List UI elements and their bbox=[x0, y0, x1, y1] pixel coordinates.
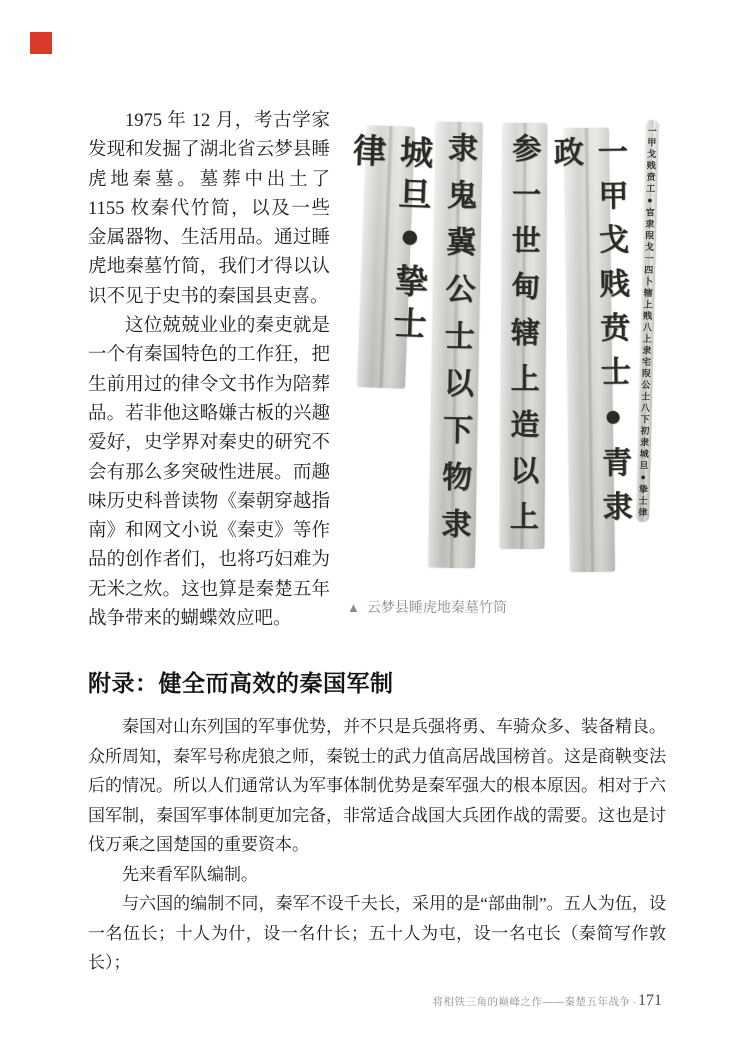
page-footer bbox=[433, 992, 663, 1010]
slip-1-calligraphy: 城旦●挚士律 bbox=[347, 132, 432, 349]
bamboo-slip-3 bbox=[500, 123, 548, 549]
slip-2-calligraphy: 隶鬼冀公士以下物隶 bbox=[435, 131, 477, 556]
caption-triangle-icon: ▲ bbox=[347, 599, 360, 615]
appendix-paragraph-lead-in: 先来看军队编制。 bbox=[122, 864, 258, 884]
appendix-paragraph-buqu-system: 与六国的编制不同，秦军不设千夫长，采用的是“部曲制”。五人为伍，设一名伍长；十人为什，设一名什长；五十人为屯，设一名屯长（秦简写作敦长）； bbox=[88, 894, 666, 972]
running-title: 将相铁三角的巅峰之作——秦楚五年战争 bbox=[432, 996, 631, 1008]
appendix-section bbox=[88, 665, 666, 978]
bamboo-slips-photo bbox=[347, 110, 665, 588]
bamboo-slip-5-thin bbox=[636, 120, 659, 522]
appendix-paragraph-military-advantage: 秦国对山东列国的军事优势，并不只是兵强将勇、车骑众多、装备精良。众所周知，秦军号称虎狼之师，秦锐士的武力值高居战国榜首。这是商鞅变法后的情况。所以人们通常认为军事体制优势是秦军强大的根本原因。相对于六国军制，秦国军事体制更加完备，非常适合战国大兵团作战的需要。这也是讨伐万乘之国楚国的重要资本。 bbox=[88, 717, 666, 854]
left-text-column bbox=[88, 107, 330, 634]
footer-separator: · bbox=[632, 996, 636, 1008]
slip-4-calligraphy: 一甲戈贱贲士●青隶政 bbox=[548, 135, 632, 535]
slip-3-calligraphy: 参一世甸辖上造以上 bbox=[505, 132, 541, 548]
chapter-marker-red-square bbox=[30, 32, 52, 54]
page-number: 171 bbox=[638, 992, 662, 1009]
bamboo-slip-4 bbox=[548, 128, 632, 573]
paragraph-qin-clerk: 这位兢兢业业的秦吏就是一个有秦国特色的工作狂，把生前用过的律令文书作为陪葬品。若非他这略嫌古板的兴趣爱好，史学界对秦史的研究不会有那么多突破性进展。而趣味历史科普读物《秦朝穿越指南》和网文小说《秦吏》等作品的创作者们，也将巧妇难为无米之炊。这也算是秦楚五年战争带来的蝴蝶效应吧。 bbox=[88, 316, 330, 630]
paragraph-discovery: 1975 年 12 月，考古学家发现和发掘了湖北省云梦县睡虎地秦墓。墓葬中出土了 1155 枚秦代竹简，以及一些金属器物、生活用品。通过睡虎地秦墓竹简，我们才得以认识不见于史书的秦国县吏喜。 bbox=[88, 111, 330, 307]
bamboo-slip-2 bbox=[428, 122, 483, 569]
bamboo-slip-1 bbox=[347, 125, 432, 389]
appendix-heading: 附录：健全而高效的秦国军制 bbox=[88, 671, 394, 696]
figure-caption bbox=[347, 597, 507, 617]
slip-5-calligraphy: 一甲戈贱贲工●官隶叚戈一四卜辖上贱八上隶宅叚公士八下初隶城旦●挚士律 bbox=[637, 125, 657, 520]
caption-text: 云梦县睡虎地秦墓竹筒 bbox=[366, 599, 507, 615]
